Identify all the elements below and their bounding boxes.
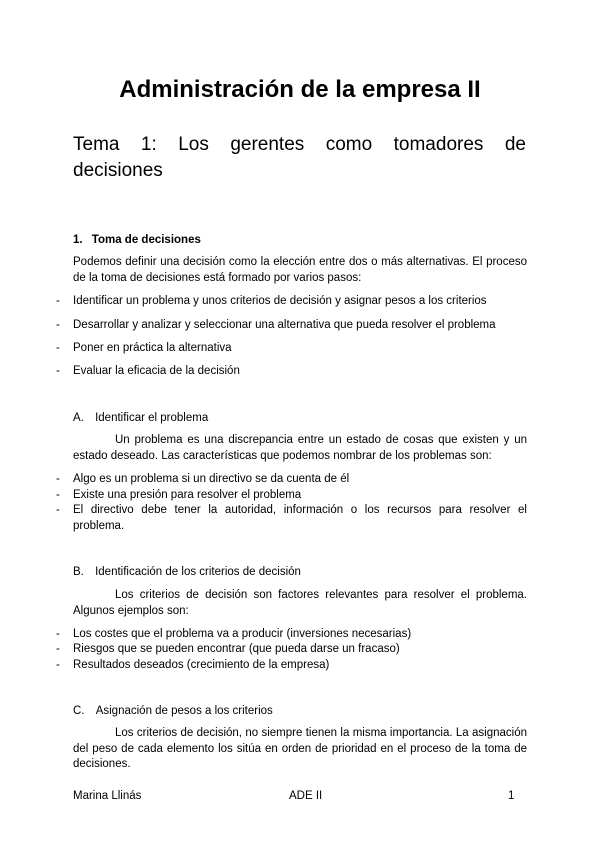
section-a-letter: A.: [73, 412, 84, 424]
list-item: Algo es un problema si un directivo se da cuenta de él: [73, 473, 350, 485]
bullet-marker: -: [56, 628, 60, 640]
section-a-title: Identificar el problema: [95, 412, 209, 424]
list-item: Riesgos que se pueden encontrar (que pueda darse un fracaso): [73, 643, 400, 655]
list-item: Desarrollar y analizar y seleccionar una alternativa que pueda resolver el problema: [73, 319, 496, 331]
section-c-heading: [73, 704, 273, 720]
list-item: Identificar un problema y unos criterios de decisión y asignar pesos a los criterios: [73, 295, 487, 307]
list-item: Poner en práctica la alternativa: [73, 342, 232, 354]
section-c-title: Asignación de pesos a los criterios: [95, 705, 273, 717]
section-b-paragraph: Los criterios de decisión son factores relevantes para resolver el problema. Algunos ejemplos son:: [73, 589, 527, 617]
section-b-title: Identificación de los criterios de decisión: [95, 566, 301, 578]
list-item: Los costes que el problema va a producir (inversiones necesarias): [73, 628, 412, 640]
bullet-marker: -: [56, 659, 60, 671]
footer-course: ADE II: [289, 790, 323, 802]
bullet-marker: -: [56, 643, 60, 655]
bullet-marker: -: [56, 342, 60, 354]
section-1-number: 1.: [73, 234, 83, 246]
section-1-title: Toma de decisiones: [91, 234, 201, 246]
section-b-letter: B.: [73, 566, 84, 578]
section-a-paragraph: Un problema es una discrepancia entre un estado de cosas que existen y un estado deseado. Las características que podemos nombrar de los problemas son:: [73, 434, 527, 462]
section-c-paragraph: Los criterios de decisión, no siempre tienen la misma importancia. La asignación del peso de cada elemento los sitúa en orden de prioridad en el proceso de la toma de decisiones.: [73, 727, 527, 770]
bullet-marker: -: [56, 504, 60, 516]
section-b-heading: [73, 565, 301, 581]
bullet-marker: -: [56, 295, 60, 307]
footer-author: Marina Llinás: [73, 790, 142, 802]
bullet-marker: -: [56, 319, 60, 331]
section-a-heading: [73, 411, 208, 427]
list-item: Existe una presión para resolver el problema: [73, 489, 302, 501]
section-1-heading: [73, 233, 201, 249]
list-item: Evaluar la eficacia de la decisión: [73, 365, 240, 377]
bullet-marker: -: [56, 365, 60, 377]
bullet-marker: -: [56, 489, 60, 501]
subtitle-line-1: Tema 1: Los gerentes como tomadores de: [73, 134, 526, 155]
document-subtitle: [73, 132, 526, 184]
section-c-letter: C.: [73, 705, 85, 717]
footer-page-number: 1: [508, 790, 515, 802]
bullet-marker: -: [56, 473, 60, 485]
list-item: Resultados deseados (crecimiento de la empresa): [73, 659, 330, 671]
list-item: El directivo debe tener la autoridad, información o los recursos para resolver el problema.: [73, 504, 527, 532]
subtitle-line-2: decisiones: [73, 160, 163, 181]
section-1-paragraph: Podemos definir una decisión como la elección entre dos o más alternativas. El proceso de la toma de decisiones está formado por varios pasos:: [73, 256, 527, 284]
document-title: Administración de la empresa II: [119, 76, 481, 103]
